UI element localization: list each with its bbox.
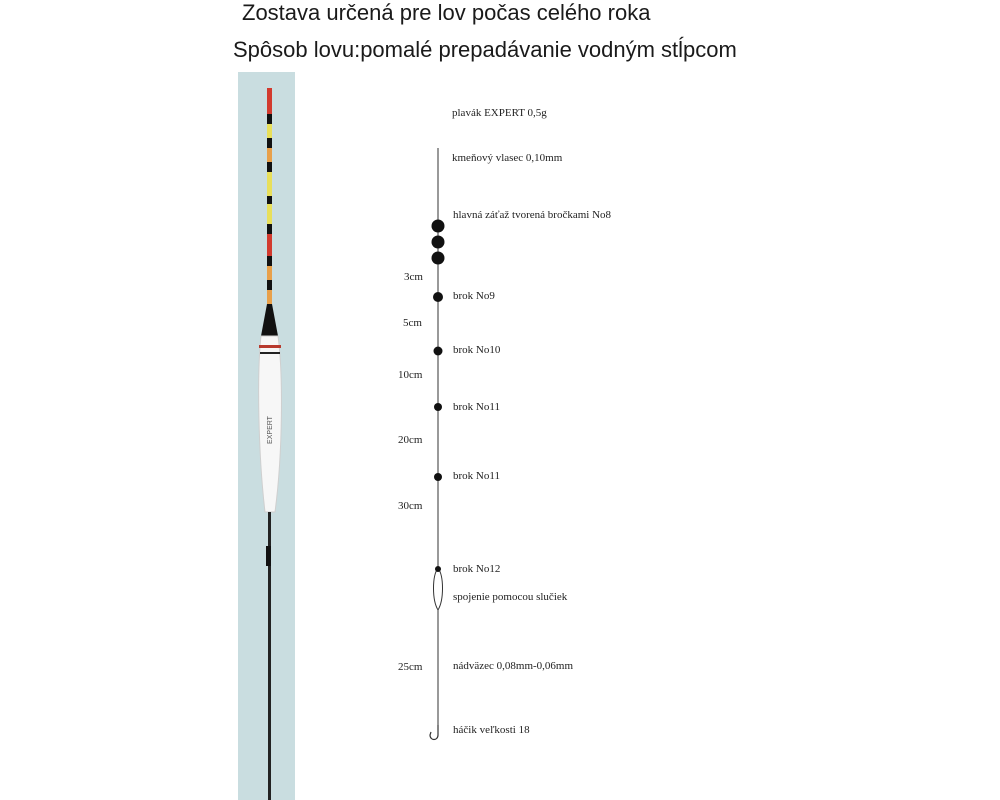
label-shot-5: brok No12 xyxy=(453,563,501,575)
label-leader: nádväzec 0,08mm-0,06mm xyxy=(453,660,574,672)
float-illustration xyxy=(259,88,282,800)
shot-no9 xyxy=(433,292,443,302)
float-brand-label: EXPERT xyxy=(267,416,274,444)
float-tip-yellow xyxy=(267,172,272,196)
shot-no12 xyxy=(435,566,441,572)
distance-6: 25cm xyxy=(398,661,423,673)
rig-line xyxy=(430,148,445,740)
float-tip-orange xyxy=(267,290,272,304)
shot-no11 xyxy=(434,473,442,481)
float-tip-band xyxy=(267,256,272,266)
float-tip-band xyxy=(267,114,272,124)
float-tip-orange xyxy=(267,266,272,280)
label-float: plavák EXPERT 0,5g xyxy=(452,107,547,119)
shot-no10 xyxy=(434,347,443,356)
label-shot-1: brok No9 xyxy=(453,290,495,302)
label-main-line: kmeňový vlasec 0,10mm xyxy=(452,152,563,164)
float-tip-band xyxy=(267,224,272,234)
float-tip-band xyxy=(267,196,272,204)
shot-no11 xyxy=(434,403,442,411)
loop-connection xyxy=(434,568,443,610)
distance-5: 30cm xyxy=(398,500,423,512)
hook-icon xyxy=(430,725,438,740)
label-loop: spojenie pomocou slučiek xyxy=(453,591,568,603)
label-hook: háčik veľkosti 18 xyxy=(453,724,530,736)
float-shoulder xyxy=(261,304,278,336)
float-tip-red xyxy=(267,88,272,114)
label-shot-2: brok No10 xyxy=(453,344,501,356)
distance-4: 20cm xyxy=(398,434,423,446)
float-tip-yellow xyxy=(267,124,272,138)
float-tip-orange xyxy=(267,148,272,162)
title-line-1: Zostava určená pre lov počas celého roka xyxy=(242,0,651,25)
float-tip-band xyxy=(267,138,272,148)
float-tip-band xyxy=(267,162,272,172)
label-shot-3: brok No11 xyxy=(453,401,500,413)
main-weight-shot xyxy=(432,220,445,233)
label-shot-4: brok No11 xyxy=(453,470,500,482)
float-tip-band xyxy=(267,280,272,290)
title-line-2: Spôsob lovu:pomalé prepadávanie vodným stĺpcom xyxy=(233,37,737,62)
float-tip-yellow xyxy=(267,204,272,224)
label-main-weight: hlavná záťaž tvorená bročkami No8 xyxy=(453,209,612,221)
main-weight-shot xyxy=(432,252,445,265)
float-tip-red xyxy=(267,234,272,256)
distance-1: 3cm xyxy=(404,271,423,283)
main-weight-shot xyxy=(432,236,445,249)
distance-2: 5cm xyxy=(403,317,422,329)
distance-3: 10cm xyxy=(398,369,423,381)
